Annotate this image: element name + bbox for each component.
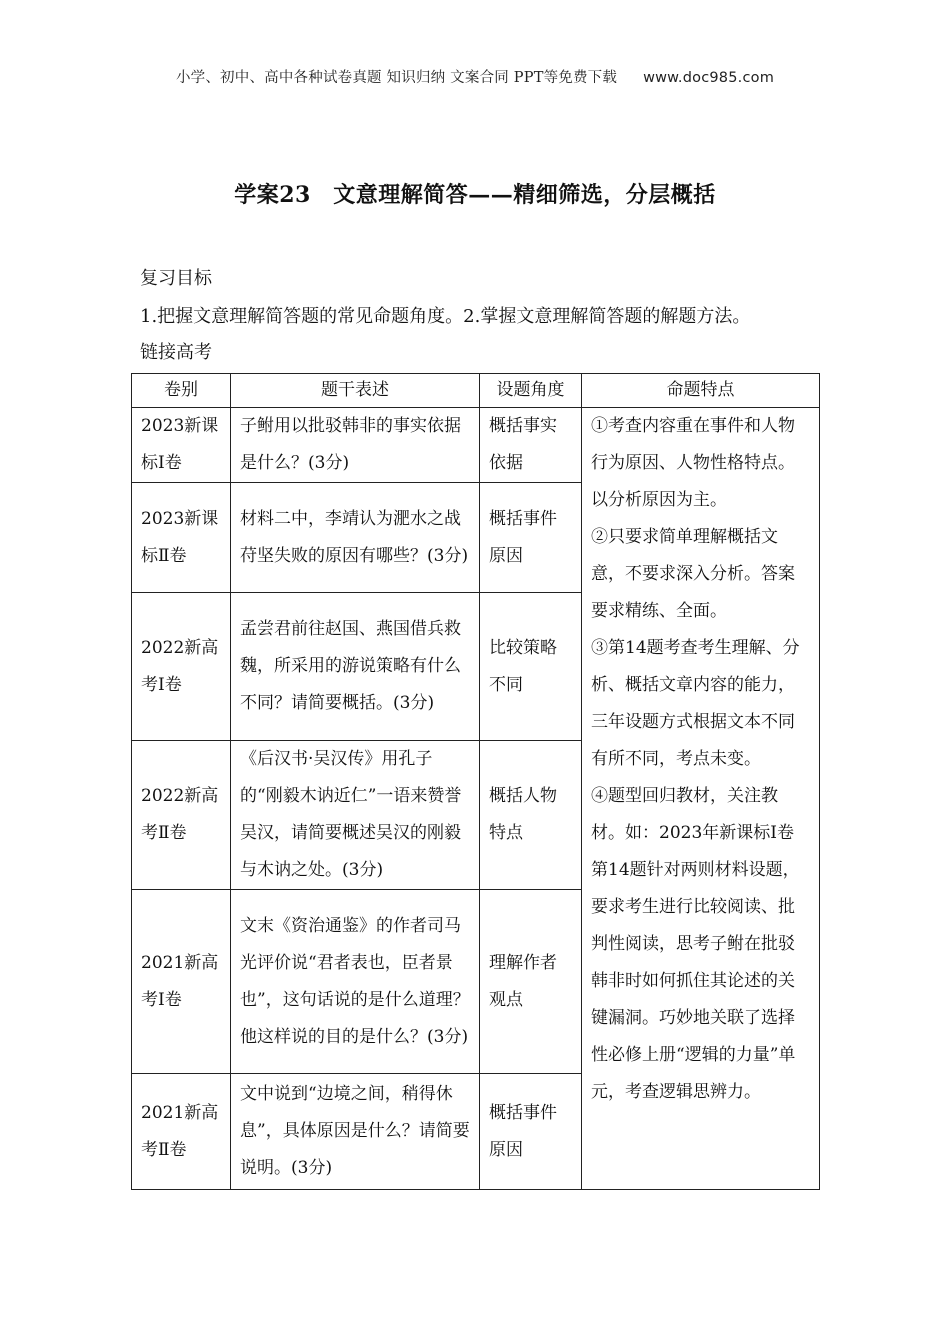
cell-angle: 比较策略不同 xyxy=(480,593,582,741)
review-goals-heading: 复习目标 xyxy=(140,268,212,289)
header-site-link[interactable]: www.doc985.com xyxy=(643,70,775,86)
table-row xyxy=(132,408,820,483)
feature-item: ②只要求简单理解概括文意，不要求深入分析。答案要求精练、全面。 xyxy=(591,527,795,621)
cell-angle: 概括事件原因 xyxy=(480,1074,582,1190)
table-header-row xyxy=(132,374,820,408)
header-angle: 设题角度 xyxy=(480,374,582,408)
feature-item: ③第14题考查考生理解、分析、概括文章内容的能力，三年设题方式根据文本不同有所不同，考点未变。 xyxy=(591,638,800,769)
header-paper: 卷别 xyxy=(132,374,231,408)
cell-angle: 概括事实依据 xyxy=(480,408,582,483)
cell-features xyxy=(582,408,820,1190)
cell-stem: 《后汉书·吴汉传》用孔子的“刚毅木讷近仁”一语来赞誉吴汉，请简要概述吴汉的刚毅与木讷之处。(3分) xyxy=(231,741,480,890)
cell-stem: 文中说到“边境之间，稍得休息”，具体原因是什么？请简要说明。(3分) xyxy=(231,1074,480,1190)
cell-paper: 2021新高考Ⅱ卷 xyxy=(132,1074,231,1190)
cell-paper: 2021新高考Ⅰ卷 xyxy=(132,890,231,1074)
cell-stem: 材料二中，李靖认为淝水之战苻坚失败的原因有哪些？(3分) xyxy=(231,483,480,593)
cell-stem: 孟尝君前往赵国、燕国借兵救魏，所采用的游说策略有什么不同？请简要概括。(3分) xyxy=(231,593,480,741)
page-header xyxy=(0,66,950,87)
header-stem: 题干表述 xyxy=(231,374,480,408)
cell-stem: 文末《资治通鉴》的作者司马光评价说“君者表也，臣者景也”，这句话说的是什么道理？他这样说的目的是什么？(3分) xyxy=(231,890,480,1074)
feature-item: ①考查内容重在事件和人物行为原因、人物性格特点。以分析原因为主。 xyxy=(591,416,795,510)
link-exam-heading: 链接高考 xyxy=(140,342,212,363)
review-goals-text: 1.把握文意理解简答题的常见命题角度。2.掌握文意理解简答题的解题方法。 xyxy=(140,306,751,327)
document-title: 学案23 文意理解简答——精细筛选，分层概括 xyxy=(234,182,716,208)
cell-angle: 理解作者观点 xyxy=(480,890,582,1074)
cell-paper: 2023新课标Ⅱ卷 xyxy=(132,483,231,593)
cell-angle: 概括人物特点 xyxy=(480,741,582,890)
cell-paper: 2022新高考Ⅰ卷 xyxy=(132,593,231,741)
cell-paper: 2023新课标Ⅰ卷 xyxy=(132,408,231,483)
cell-paper: 2022新高考Ⅱ卷 xyxy=(132,741,231,890)
header-feature: 命题特点 xyxy=(582,374,820,408)
header-text: 小学、初中、高中各种试卷真题 知识归纳 文案合同 PPT等免费下载 xyxy=(175,70,618,86)
exam-table xyxy=(131,373,820,1190)
feature-item: ④题型回归教材，关注教材。如：2023年新课标Ⅰ卷第14题针对两则材料设题，要求考生进行比较阅读、批判性阅读，思考子鲋在批驳韩非时如何抓住其论述的关键漏洞。巧妙地关联了选择性必修上册“逻辑的力量”单元，考查逻辑思辨力。 xyxy=(591,786,800,1102)
cell-angle: 概括事件原因 xyxy=(480,483,582,593)
cell-stem: 子鲋用以批驳韩非的事实依据是什么？(3分) xyxy=(231,408,480,483)
